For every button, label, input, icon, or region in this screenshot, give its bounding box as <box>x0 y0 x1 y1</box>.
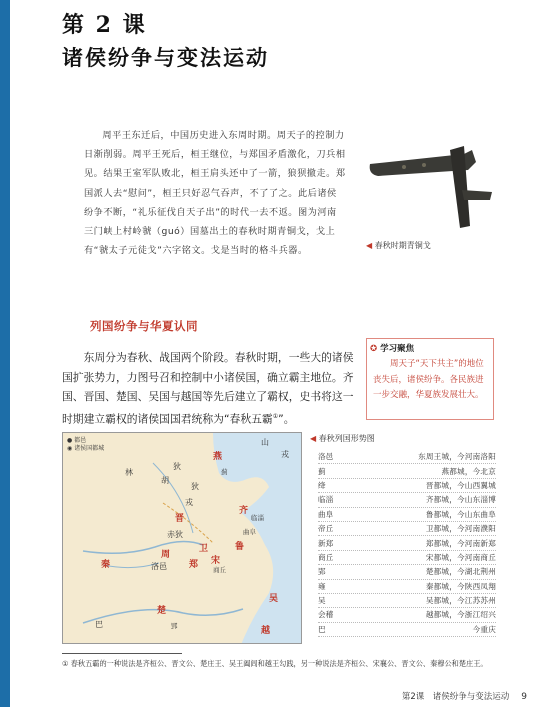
map-label: 越 <box>261 626 271 636</box>
map-label: 胡 <box>161 476 169 485</box>
map-label: 晋 <box>175 514 185 524</box>
state-city-desc: 东周王城，今河南洛阳 <box>418 452 496 462</box>
table-row <box>318 450 496 464</box>
table-row <box>318 623 496 637</box>
map-label: 林 <box>125 468 133 477</box>
lesson-number: 第 2 课 <box>62 12 147 38</box>
footnote-marker: ① <box>272 412 279 420</box>
map-label: 戎 <box>281 450 289 459</box>
state-city-name: 临淄 <box>318 495 334 505</box>
section-heading: 列国纷争与华夏认同 <box>90 319 198 333</box>
map-label: 蓟 <box>221 468 228 476</box>
state-city-desc: 宋都城，今河南商丘 <box>425 552 496 562</box>
state-city-name: 会稽 <box>318 610 334 620</box>
map-label: 宋 <box>211 556 221 566</box>
state-city-desc: 秦都城，今陕西凤翔 <box>425 581 496 591</box>
map-label: 周 <box>161 550 171 560</box>
state-city-name: 雍 <box>318 581 326 591</box>
map-label: 临淄 <box>251 514 264 522</box>
artifact-caption: ◀ 春秋时期青铜戈 <box>366 241 431 250</box>
map-label: 燕 <box>213 452 223 462</box>
state-city-name: 绛 <box>318 480 326 490</box>
footer-lesson: 第2课 诸侯纷争与变法运动 <box>401 692 510 702</box>
map-legend: ● 都邑 ◉ 诸侯国都城 <box>67 437 105 452</box>
left-color-bar <box>0 0 10 707</box>
state-city-name: 新郑 <box>318 538 334 548</box>
map-label: 齐 <box>239 506 249 516</box>
map-label: 戎 <box>185 498 193 507</box>
study-focus-box <box>366 338 494 420</box>
spring-autumn-map <box>62 432 302 644</box>
map-label: 曲阜 <box>243 528 256 536</box>
map-label: 巴 <box>95 620 103 629</box>
state-city-desc: 齐都城，今山东淄博 <box>425 495 496 505</box>
table-row <box>318 493 496 507</box>
lesson-title: 诸侯纷争与变法运动 <box>62 45 269 70</box>
table-row <box>318 522 496 536</box>
caption-triangle-icon: ◀ <box>366 241 373 250</box>
state-city-name: 郢 <box>318 567 326 577</box>
footnote-divider <box>62 653 182 654</box>
study-focus-heading: ✪ 学习聚焦 <box>370 344 415 354</box>
gear-icon: ✪ <box>370 344 378 354</box>
state-city-name: 帝丘 <box>318 524 334 534</box>
state-city-desc: 今重庆 <box>472 624 496 634</box>
table-row <box>318 608 496 622</box>
state-city-desc: 郑都城，今河南新郑 <box>425 538 496 548</box>
state-city-desc: 燕都城，今北京 <box>441 466 496 476</box>
state-city-name: 吴 <box>318 596 326 606</box>
map-label: 商丘 <box>213 566 226 574</box>
table-row <box>318 464 496 478</box>
state-city-name: 巴 <box>318 624 326 634</box>
table-row <box>318 551 496 565</box>
capital-dot-icon: ◉ <box>67 445 73 452</box>
page-footer <box>402 690 527 702</box>
map-label: 卫 <box>199 544 209 554</box>
map-label: 山 <box>261 438 269 447</box>
bronze-ge-icon <box>370 146 492 228</box>
state-city-desc: 鲁都城，今山东曲阜 <box>425 509 496 519</box>
map-label: 郢 <box>171 622 178 630</box>
map-label: 鲁 <box>235 542 245 552</box>
map-label: 吴 <box>269 594 279 604</box>
table-row <box>318 580 496 594</box>
map-label: 狄 <box>191 482 199 491</box>
states-table <box>318 450 496 637</box>
state-city-desc: 越都城，今浙江绍兴 <box>425 610 496 620</box>
state-city-name: 洛邑 <box>318 452 334 462</box>
table-row <box>318 565 496 579</box>
map-label: 赤狄 <box>167 530 183 539</box>
map-label: 郑 <box>189 560 199 570</box>
state-city-name: 商丘 <box>318 552 334 562</box>
table-row <box>318 594 496 608</box>
map-label: 洛邑 <box>151 562 167 571</box>
state-city-name: 曲阜 <box>318 509 334 519</box>
city-dot-icon: ● <box>67 437 73 444</box>
footnote: ① 春秋五霸的一种说法是齐桓公、晋文公、楚庄王、吴王阖闾和越王勾践，另一种说法是齐桓公、宋襄公、晋文公、秦穆公和楚庄王。 <box>62 659 488 668</box>
state-city-desc: 楚都城，今湖北荆州 <box>425 567 496 577</box>
body-paragraph: 东周分为春秋、战国两个阶段。春秋时期，一些大的诸侯国扩张势力，力图号召和控制中小诸侯国，确立霸主地位。齐国、晋国、楚国、吴国与越国等先后建立了霸权，史书将这一时期建立霸权的诸侯国国君统称为“春秋五霸①”。 <box>62 351 354 426</box>
map-label: 秦 <box>101 560 111 570</box>
table-row <box>318 536 496 550</box>
table-row <box>318 479 496 493</box>
state-city-desc: 晋都城，今山西翼城 <box>425 480 496 490</box>
state-city-desc: 卫都城，今河南濮阳 <box>425 524 496 534</box>
map-caption: ◀ 春秋列国形势图 <box>310 434 375 443</box>
page-number: 9 <box>521 692 527 702</box>
caption-triangle-icon: ◀ <box>310 434 317 443</box>
state-city-name: 蓟 <box>318 466 326 476</box>
table-row <box>318 508 496 522</box>
study-focus-text: 周天子“天下共主”的地位丧失后，诸侯纷争。各民族进一步交融，华夏族发展壮大。 <box>373 359 484 400</box>
bronze-ge-image <box>364 140 494 232</box>
map-label: 狄 <box>173 462 181 471</box>
state-city-desc: 吴都城，今江苏苏州 <box>425 596 496 606</box>
intro-paragraph: 周平王东迁后，中国历史进入东周时期。周天子的控制力日渐削弱。周平王死后，桓王继位，与郑国矛盾激化，刀兵相见。结果王室军队败北，桓王肩头还中了一箭，狼狈撤走。郑国派人去“慰问”，桓王只好忍气吞声，不了了之。此后诸侯纷争不断，“礼乐征伐自天子出”的时代一去不返。图为河南三门峡上村岭虢（guó）国墓出土的春秋时期青铜戈，戈上有“虢太子元徒戈”六字铭文。戈是当时的格斗兵器。 <box>84 130 346 257</box>
map-label: 楚 <box>157 606 167 616</box>
